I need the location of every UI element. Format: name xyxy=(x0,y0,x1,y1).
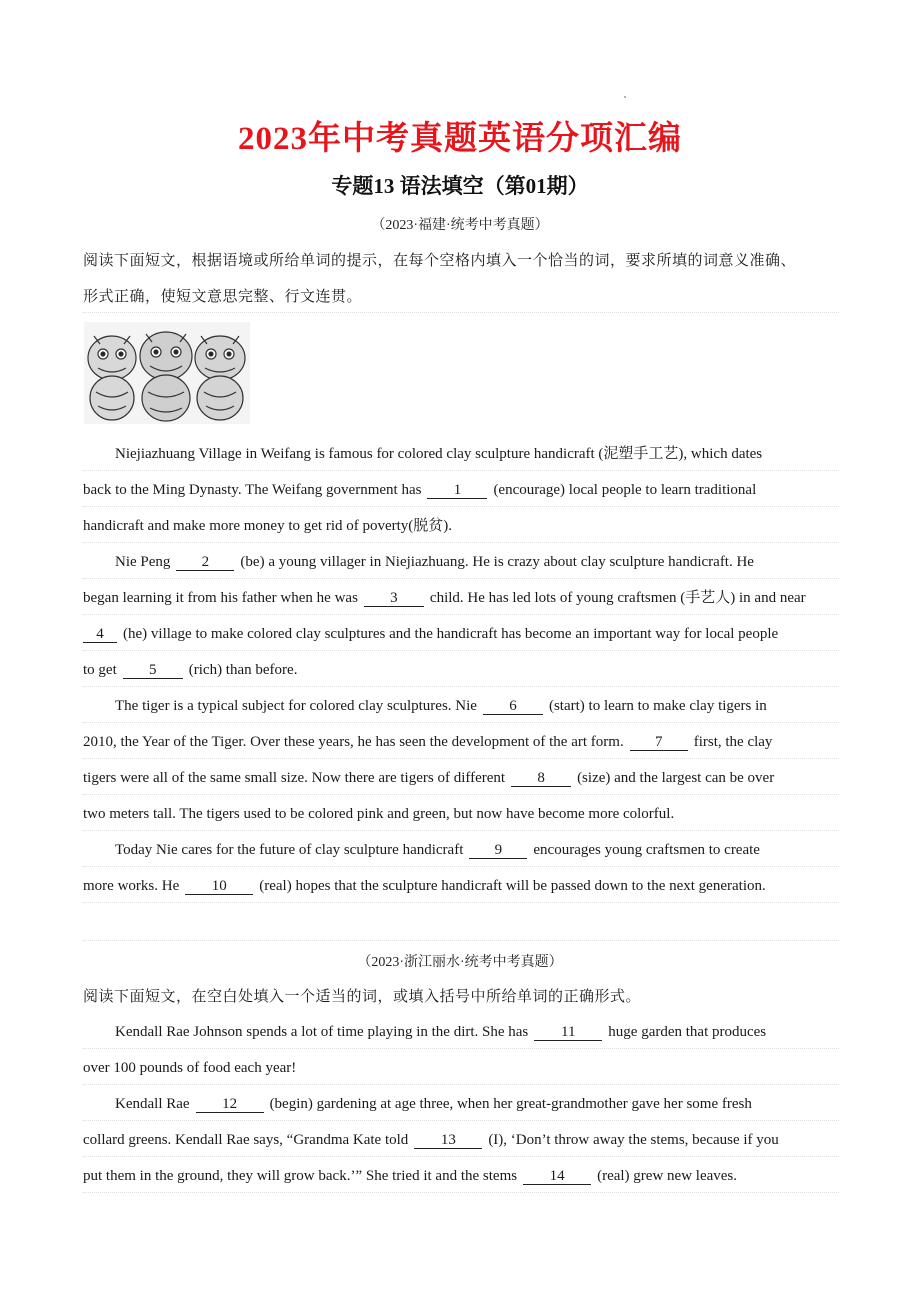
passage-text: handicraft and make more money to get rid of poverty(脱贫). xyxy=(83,518,453,534)
divider xyxy=(83,470,839,471)
passage-text: back to the Ming Dynasty. The Weifang government has xyxy=(83,482,422,498)
answer-blank-13[interactable]: 13 xyxy=(414,1132,482,1149)
passage-text: collard greens. Kendall Rae says, “Grandma Kate told xyxy=(83,1132,409,1148)
answer-blank-6[interactable]: 6 xyxy=(483,698,543,715)
passage-text: Kendall Rae Johnson spends a lot of time playing in the dirt. She has xyxy=(115,1024,529,1040)
passage-line xyxy=(115,552,754,572)
passage-line xyxy=(83,660,297,680)
passage-text: Today Nie cares for the future of clay sculpture handicraft xyxy=(115,842,464,858)
answer-blank-5[interactable]: 5 xyxy=(123,662,183,679)
answer-blank-2[interactable]: 2 xyxy=(176,554,234,571)
answer-blank-8[interactable]: 8 xyxy=(511,770,571,787)
passage-text: huge garden that produces xyxy=(608,1024,767,1040)
passage-text: tigers were all of the same small size. Now there are tigers of different xyxy=(83,770,506,786)
passage-text: put them in the ground, they will grow back.’” She tried it and the stems xyxy=(83,1168,518,1184)
passage-text: Kendall Rae xyxy=(115,1096,190,1112)
passage-line xyxy=(83,1058,296,1078)
clay-tiger-image xyxy=(84,322,250,424)
passage-text: (real) hopes that the sculpture handicraft will be passed down to the next generation. xyxy=(259,878,766,894)
passage-text: (start) to learn to make clay tigers in xyxy=(548,698,767,714)
divider xyxy=(83,830,839,831)
decorative-dot xyxy=(624,96,626,98)
main-title: 2023年中考真题英语分项汇编 xyxy=(238,121,682,157)
passage-text: Nie Peng xyxy=(115,554,171,570)
divider xyxy=(83,650,839,651)
divider xyxy=(83,1156,839,1157)
passage-line xyxy=(83,768,774,788)
answer-blank-9[interactable]: 9 xyxy=(469,842,527,859)
passage-text: (rich) than before. xyxy=(188,662,298,678)
answer-blank-3[interactable]: 3 xyxy=(364,590,424,607)
passage-text: (encourage) local people to learn traditional xyxy=(493,482,757,498)
divider xyxy=(83,902,839,903)
passage-line xyxy=(83,1166,737,1186)
divider xyxy=(83,614,839,615)
passage-text: 2010, the Year of the Tiger. Over these years, he has seen the development of the art form. xyxy=(83,734,624,750)
divider xyxy=(83,722,839,723)
divider xyxy=(83,578,839,579)
sub-title: 专题13 语法填空（第01期） xyxy=(331,174,589,198)
passage-line xyxy=(115,1094,752,1114)
divider xyxy=(83,1084,839,1085)
passage-text: first, the clay xyxy=(693,734,773,750)
answer-blank-11[interactable]: 11 xyxy=(534,1024,602,1041)
answer-blank-10[interactable]: 10 xyxy=(185,878,253,895)
section2-source: （2023·浙江丽水·统考中考真题） xyxy=(357,955,563,970)
divider xyxy=(83,506,839,507)
divider xyxy=(83,866,839,867)
passage-line xyxy=(83,1130,779,1150)
divider xyxy=(83,1120,839,1121)
section1-instruction-line2: 形式正确，使短文意思完整、行文连贯。 xyxy=(83,289,363,305)
passage-line xyxy=(83,588,806,608)
passage-text: Niejiazhuang Village in Weifang is famous for colored clay sculpture handicraft (泥塑手工艺), which dates xyxy=(115,446,763,462)
passage-text: began learning it from his father when he was xyxy=(83,590,358,606)
divider xyxy=(83,542,839,543)
passage-text: encourages young craftsmen to create xyxy=(533,842,760,858)
passage-line xyxy=(115,840,760,860)
section1-instruction-line1: 阅读下面短文，根据语境或所给单词的提示，在每个空格内填入一个恰当的词，要求所填的词意义准确、 xyxy=(83,253,797,269)
passage-line xyxy=(83,480,756,500)
answer-blank-4[interactable]: 4 xyxy=(83,626,117,643)
passage-line xyxy=(83,516,452,536)
passage-line xyxy=(83,876,766,896)
answer-blank-14[interactable]: 14 xyxy=(523,1168,591,1185)
passage-text: (size) and the largest can be over xyxy=(577,770,775,786)
divider xyxy=(83,940,839,941)
divider xyxy=(83,686,839,687)
passage-line xyxy=(115,696,767,716)
passage-text: (I), ‘Don’t throw away the stems, because if you xyxy=(488,1132,779,1148)
passage-text: over 100 pounds of food each year! xyxy=(83,1060,297,1076)
passage-text: child. He has led lots of young craftsmen (手艺人) in and near xyxy=(429,590,806,606)
passage-text: two meters tall. The tigers used to be colored pink and green, but now have become more colorful. xyxy=(83,806,675,822)
section2-instruction: 阅读下面短文，在空白处填入一个适当的词，或填入括号中所给单词的正确形式。 xyxy=(83,989,642,1005)
passage-text: more works. He xyxy=(83,878,180,894)
passage-text: (begin) gardening at age three, when her great-grandmother gave her some fresh xyxy=(269,1096,752,1112)
passage-line xyxy=(115,444,762,464)
passage-line xyxy=(83,732,772,752)
divider xyxy=(83,794,839,795)
passage-text: The tiger is a typical subject for colored clay sculptures. Nie xyxy=(115,698,477,714)
passage-line xyxy=(83,624,778,644)
passage-text: to get xyxy=(83,662,117,678)
passage-text: (real) grew new leaves. xyxy=(597,1168,737,1184)
passage-text: (he) village to make colored clay sculptures and the handicraft has become an important way for local people xyxy=(123,626,779,642)
answer-blank-7[interactable]: 7 xyxy=(630,734,688,751)
passage-line xyxy=(115,1022,766,1042)
divider xyxy=(83,758,839,759)
passage-text: (be) a young villager in Niejiazhuang. He is crazy about clay sculpture handicraft. He xyxy=(240,554,754,570)
divider xyxy=(83,1048,839,1049)
section1-source: （2023·福建·统考中考真题） xyxy=(371,218,549,233)
divider xyxy=(83,1192,839,1193)
passage-line xyxy=(83,804,674,824)
divider xyxy=(83,312,839,313)
answer-blank-12[interactable]: 12 xyxy=(196,1096,264,1113)
answer-blank-1[interactable]: 1 xyxy=(427,482,487,499)
